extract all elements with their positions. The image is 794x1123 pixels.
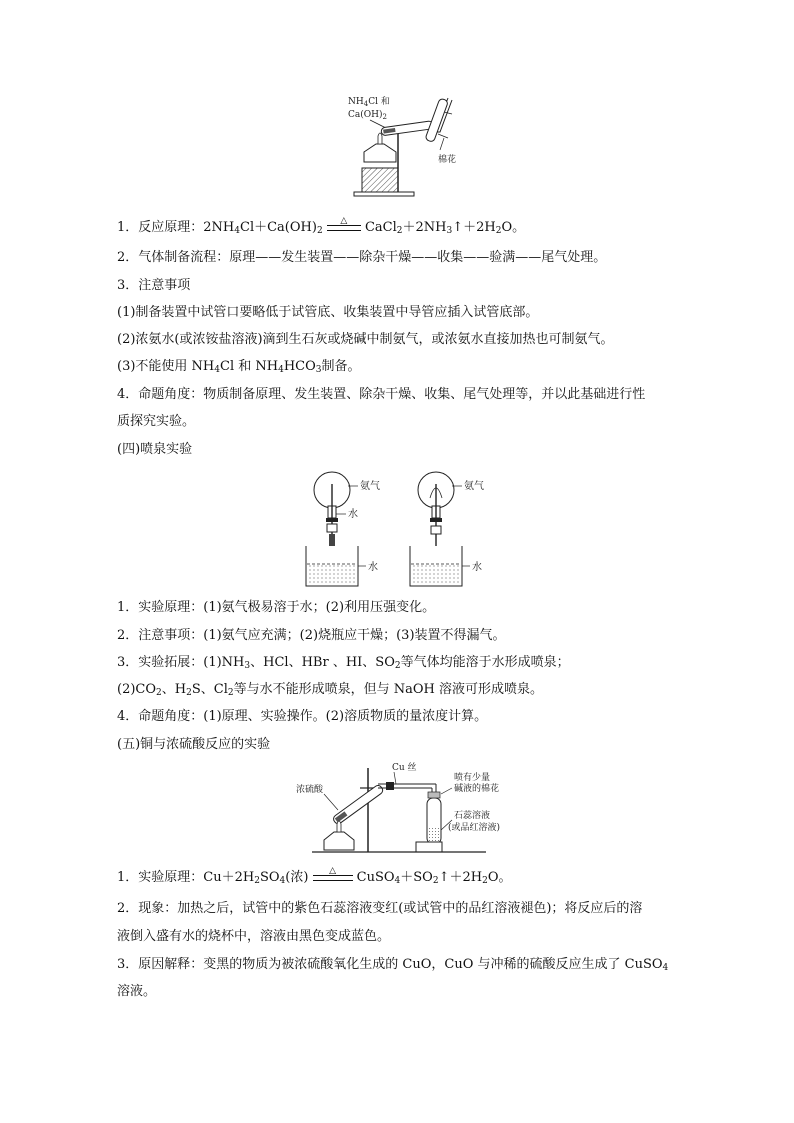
notes-heading: 3．注意事项 [117, 278, 191, 293]
solution-label-1: 石蕊溶液 [454, 811, 491, 821]
preparation-flow-line: 2．气体制备流程：原理——发生装置——除杂干燥——收集——验满——尾气处理。 [117, 250, 607, 265]
section-heading-fountain: (四)喷泉实验 [117, 442, 193, 457]
copper-explanation-1: 3．原因解释：变黑的物质为被浓硫酸氧化生成的 CuO，CuO 与冲稀的硫酸反应生成了 CuSO$_4$ [117, 957, 669, 973]
fountain-figure [300, 464, 500, 590]
copper-principle: 1．实验原理：$Cu+2H_2SO_4$(浓) △ $CuSO_4+SO_2↑+2H_2O$。 [117, 866, 512, 886]
fountain-exam-angle: 4．命题角度：(1)原理、实验操作。(2)溶质物质的量浓度计算。 [117, 709, 488, 724]
reagent-label-line1: $NH_4Cl$ 和 [348, 97, 390, 108]
copper-wire-label: Cu 丝 [392, 763, 417, 773]
note-3: (3)不能使用 $NH_4Cl$ 和 $NH_4HCO_3$制备。 [117, 359, 361, 375]
copper-phenomenon-2: 液倒入盛有水的烧杯中，溶液由黑色变成蓝色。 [117, 929, 391, 944]
solution-label-2: (或品红溶液) [448, 823, 501, 833]
acid-label: 浓硫酸 [296, 785, 324, 795]
note-2: (2)浓氨水(或浓铵盐溶液)滴到生石灰或烧碱中制氨气，或浓氨水直接加热也可制氨气。 [117, 332, 614, 347]
fountain-notes: 2．注意事项：(1)氨气应充满；(2)烧瓶应干燥；(3)装置不得漏气。 [117, 628, 506, 643]
fountain-principle: 1．实验原理：(1)氨气极易溶于水；(2)利用压强变化。 [117, 600, 436, 615]
heating-arrow: △ [327, 218, 361, 238]
water-label-bottom: 水 [368, 562, 378, 573]
copper-acid-figure [296, 758, 506, 858]
copper-acid-diagram [296, 758, 506, 858]
ammonia-label-right: 氨气 [464, 481, 484, 492]
fountain-diagram [300, 464, 500, 590]
cotton-label: 棉花 [438, 155, 457, 165]
section-heading-copper: (五)铜与浓硫酸反应的实验 [117, 737, 271, 752]
fountain-extension-1: 3．实验拓展：$(1)NH_3$、HCl、HBr 、HI、$SO_2$等气体均能溶于水形成喷泉； [117, 655, 570, 671]
reagent-label-line2: $Ca(OH)_2$ [348, 110, 387, 121]
copper-phenomenon-1: 2．现象：加热之后，试管中的紫色石蕊溶液变红(或试管中的品红溶液褪色)；将反应后的溶 [117, 901, 643, 916]
cotton-label-1: 喷有少量 [454, 773, 491, 783]
exam-angle-line2: 质探究实验。 [117, 414, 196, 429]
ammonia-label-left: 氨气 [360, 481, 380, 492]
ammonia-preparation-figure [340, 92, 470, 204]
principle-prefix: 1．反应原理：2NH [117, 220, 235, 235]
cotton-label-2: 碱液的棉花 [454, 784, 500, 794]
ammonia-apparatus-diagram [340, 92, 470, 204]
principle-line: 1．反应原理：$2NH_4Cl+Ca(OH)_2$ △ $CaCl_2+2NH_3↑+2H_2O$。 [117, 216, 526, 236]
water-label-top: 水 [348, 509, 358, 520]
copper-explanation-2: 溶液。 [117, 984, 157, 999]
note-1: (1)制备装置中试管口要略低于试管底、收集装置中导管应插入试管底部。 [117, 305, 539, 320]
exam-angle-line1: 4．命题角度：物质制备原理、发生装置、除杂干燥、收集、尾气处理等，并以此基础进行性 [117, 387, 646, 402]
water-label-right: 水 [472, 562, 482, 573]
heating-arrow-2: △ [313, 868, 353, 888]
fountain-extension-2: $(2)CO_2$、$H_2S$、$Cl_2$等与水不能形成喷泉，但与 NaOH 溶液可形成喷泉。 [117, 682, 543, 698]
